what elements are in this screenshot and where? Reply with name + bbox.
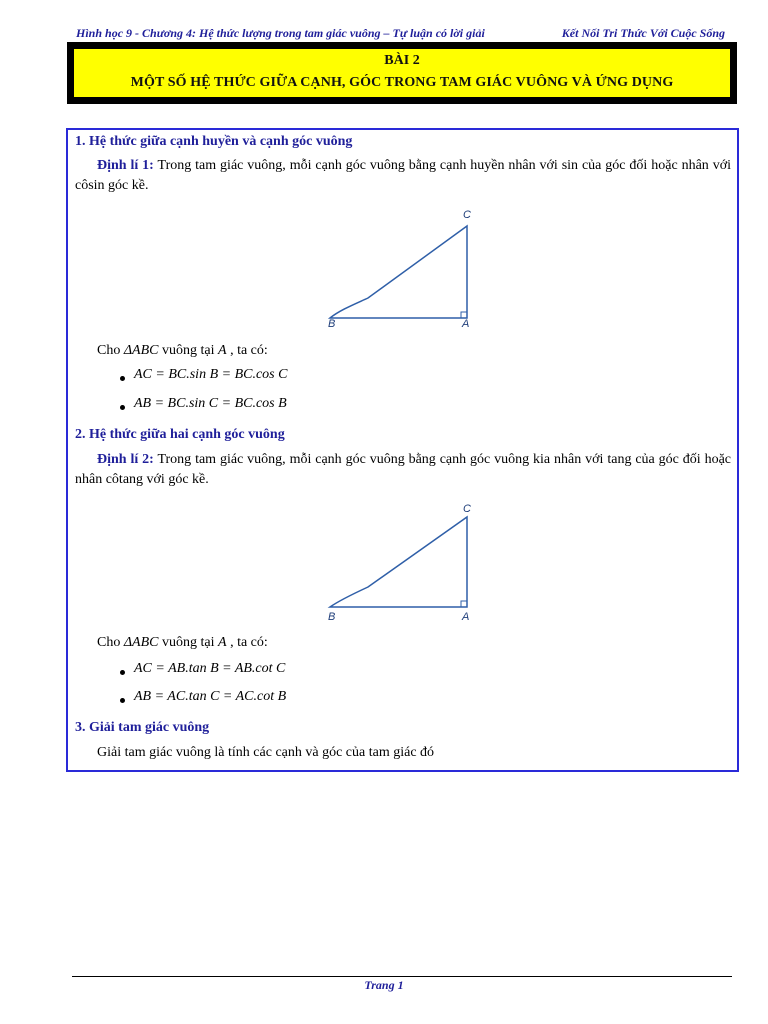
section-3-text: Giải tam giác vuông là tính các cạnh và góc của tam giác đó <box>97 745 435 760</box>
page-number: Trang 1 <box>364 978 404 992</box>
triangle-2-shape <box>330 517 467 607</box>
lesson-title-inner <box>73 48 731 98</box>
bullet-icon <box>120 376 125 381</box>
right-angle-mark-2 <box>461 601 467 607</box>
bullet-icon <box>120 670 125 675</box>
vertex-b-label-1: B <box>328 318 336 330</box>
given-statement-2: Cho ΔABC vuông tại A , ta có: <box>97 635 268 650</box>
formula-2-1: AC = AB.tan B = AB.cot C <box>120 661 285 677</box>
vertex-a-label-1: A <box>462 318 470 330</box>
formula-1-2: AB = BC.sin C = BC.cos B <box>120 396 287 412</box>
formula-1-1: AC = BC.sin B = BC.cos C <box>120 367 287 383</box>
section-2-heading: 2. Hệ thức giữa hai cạnh góc vuông <box>75 427 285 442</box>
header-right-text: Kết Nối Tri Thức Với Cuộc Sống <box>561 26 725 40</box>
header-left-text: Hình học 9 - Chương 4: Hệ thức lượng trong tam giác vuông – Tự luận có lời giải <box>76 26 485 40</box>
theorem-1-label: Định lí 1: <box>97 158 154 173</box>
vertex-a-label-2: A <box>462 611 470 623</box>
theorem-1-text: Trong tam giác vuông, mỗi cạnh góc vuông bằng cạnh huyền nhân với sin của góc đối hoặc nhân với côsin góc kề. <box>75 158 731 193</box>
lesson-title: MỘT SỐ HỆ THỨC GIỮA CẠNH, GÓC TRONG TAM GIÁC VUÔNG VÀ ỨNG DỤNG <box>130 75 674 90</box>
triangle-figure-1 <box>320 208 490 333</box>
page-header <box>72 24 727 43</box>
formula-2-2: AB = AC.tan C = AC.cot B <box>120 689 286 705</box>
vertex-b-label-2: B <box>328 611 336 623</box>
footer-divider <box>72 976 732 977</box>
given-statement-1: Cho ΔABC vuông tại A , ta có: <box>97 343 268 358</box>
theorem-2-text: Trong tam giác vuông, mỗi cạnh góc vuông bằng cạnh góc vuông kia nhân với tang của góc đối hoặc nhân côtang với góc kề. <box>75 452 731 487</box>
theorem-2 <box>75 450 731 490</box>
bullet-icon <box>120 698 125 703</box>
lesson-number: BÀI 2 <box>384 53 420 68</box>
triangle-1-shape <box>330 226 467 318</box>
triangle-figure-2 <box>320 500 490 625</box>
vertex-c-label-2: C <box>463 503 471 515</box>
lesson-title-box <box>67 42 737 104</box>
theorem-1 <box>75 156 731 196</box>
section-3-heading: 3. Giải tam giác vuông <box>75 720 210 735</box>
bullet-icon <box>120 405 125 410</box>
vertex-c-label-1: C <box>463 209 471 221</box>
theorem-2-label: Định lí 2: <box>97 452 154 467</box>
section-1-heading: 1. Hệ thức giữa cạnh huyền và cạnh góc vuông <box>75 134 353 149</box>
